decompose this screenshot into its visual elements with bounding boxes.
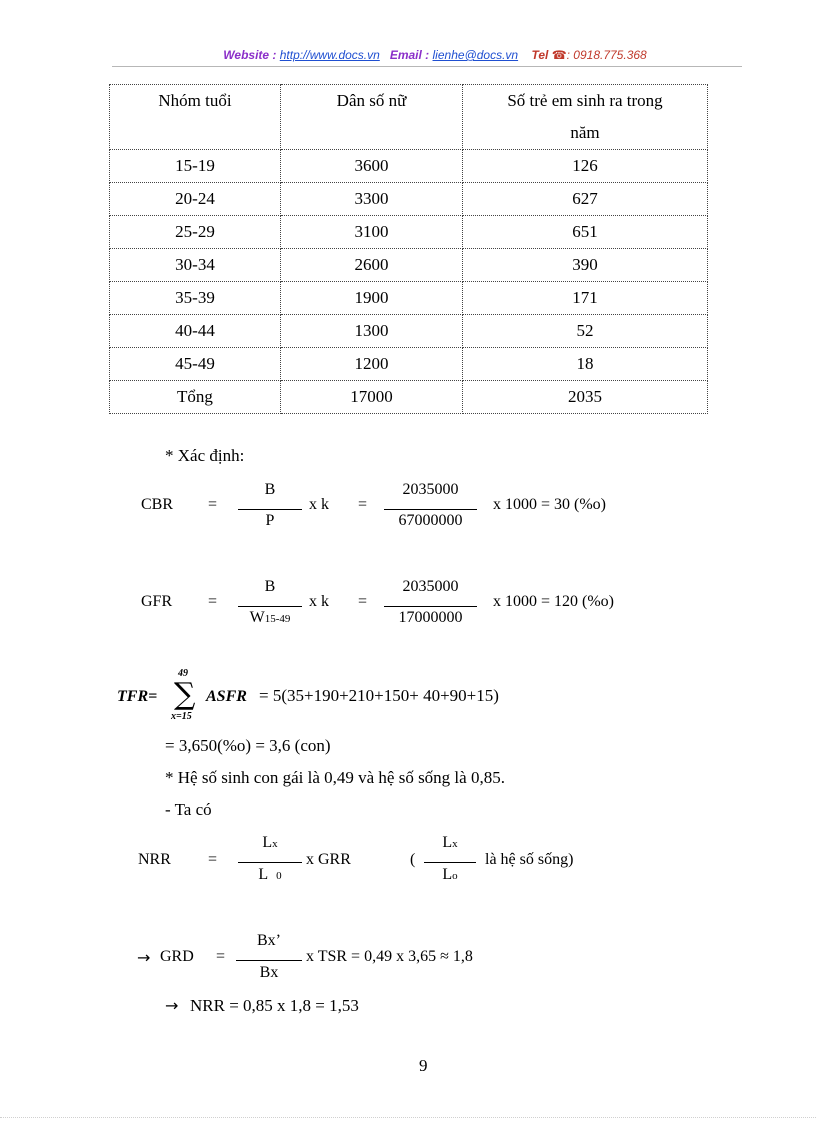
cell: 45-49 [110,348,281,381]
equals-sign: = [358,496,368,513]
footer-divider [0,1117,816,1118]
table-row [110,348,708,381]
table-header-row [110,85,708,150]
cbr-result: x 1000 = 30 (%o) [493,496,607,513]
website-link[interactable]: http://www.docs.vn [279,48,380,62]
asfr-label: ASFR [206,688,247,705]
table-row [110,183,708,216]
col-header-age-group: Nhóm tuổi [110,85,281,150]
gfr-denominator: W15-49 [249,609,291,626]
tfr-label: TFR= [117,688,158,705]
cbr-denominator-value: 67000000 [398,512,463,529]
cell: 390 [463,249,708,282]
times-k: x k [309,593,329,610]
cell: 40-44 [110,315,281,348]
table-row [110,315,708,348]
cell: 52 [463,315,708,348]
equals-sign: = [358,593,368,610]
cell: 3100 [281,216,463,249]
fraction-bar [424,862,476,863]
fraction-bar [238,862,302,863]
gfr-numerator: B [264,578,276,595]
sum-upper-limit: 49 [178,668,188,679]
nrr-final-text: NRR = 0,85 x 1,8 = 1,53 [190,996,359,1015]
coefficient-note: * Hệ số sinh con gái là 0,49 và hệ số sống là 0,85. [165,768,505,787]
cell: 1200 [281,348,463,381]
fraction-bar [238,606,302,607]
table-row [110,282,708,315]
equals-sign: = [208,496,218,513]
tfr-result-line: = 3,650(%o) = 3,6 (con) [165,736,331,755]
survival-denominator: Lo [442,866,458,883]
tfr-expression: = 5(35+190+210+150+ 40+90+15) [259,686,499,705]
page-number: 9 [419,1056,428,1075]
times-k: x k [309,496,329,513]
summation-icon: ∑ [174,677,196,712]
gfr-denominator-subscript: 15-49 [264,613,291,625]
cell: 651 [463,216,708,249]
table-row [110,150,708,183]
cell: 35-39 [110,282,281,315]
equals-sign: = [216,948,226,965]
section-label: * Xác định: [165,446,245,465]
phone-icon: ☎ [551,48,567,62]
cbr-label: CBR [141,496,174,513]
email-link[interactable]: lienhe@docs.vn [432,48,519,62]
tel-label: Tel [531,48,549,62]
survival-numerator: Lx [442,834,458,851]
cell: 15-19 [110,150,281,183]
cell: 1300 [281,315,463,348]
gfr-label: GFR [141,593,173,610]
col-header-female-pop: Dân số nữ [281,85,463,150]
cell: 25-29 [110,216,281,249]
cell: 17000 [281,381,463,414]
survival-note: là hệ số sống) [485,851,574,868]
cell: 2600 [281,249,463,282]
arrow-right-icon: → [137,948,151,967]
fertility-table [109,84,708,414]
cbr-numerator: B [264,481,276,498]
table-row [110,216,708,249]
cell: 20-24 [110,183,281,216]
fraction-bar [384,606,477,607]
paren-open: ( [410,851,416,868]
gfr-denominator-value: 17000000 [398,609,463,626]
grd-numerator: Bx’ [257,932,281,949]
grd-denominator: Bx [259,964,279,981]
phone-number: : 0918.775.368 [566,48,647,62]
equals-sign: = [208,851,218,868]
fraction-bar [236,960,302,961]
fraction-bar [384,509,477,510]
email-label: Email : [389,48,430,62]
nrr-denominator: L 0 [258,866,282,883]
grd-label: GRD [160,948,194,965]
header-divider [112,66,742,67]
equals-sign: = [208,593,218,610]
website-label: Website : [223,48,277,62]
page-header [0,48,816,62]
cell: 2035 [463,381,708,414]
table-row-total [110,381,708,414]
cell: 18 [463,348,708,381]
nrr-label: NRR [138,851,171,868]
cell: 1900 [281,282,463,315]
cell: 627 [463,183,708,216]
cell: 3600 [281,150,463,183]
cell: 3300 [281,183,463,216]
col-header-births: Số trẻ em sinh ra trong năm [463,85,708,150]
grd-rest: x TSR = 0,49 x 3,65 ≈ 1,8 [306,948,473,965]
gfr-result: x 1000 = 120 (%o) [493,593,615,610]
ta-co-line: - Ta có [165,800,212,819]
arrow-right-icon: → [165,996,179,1015]
cell: Tổng [110,381,281,414]
nrr-numerator: Lx [262,834,278,851]
cell: 171 [463,282,708,315]
table-row [110,249,708,282]
times-grr: x GRR [306,851,351,868]
cbr-numerator-value: 2035000 [402,481,459,498]
cell: 30-34 [110,249,281,282]
cell: 126 [463,150,708,183]
gfr-numerator-value: 2035000 [402,578,459,595]
fraction-bar [238,509,302,510]
sum-lower-limit: x=15 [171,711,192,722]
cbr-denominator: P [265,512,275,529]
